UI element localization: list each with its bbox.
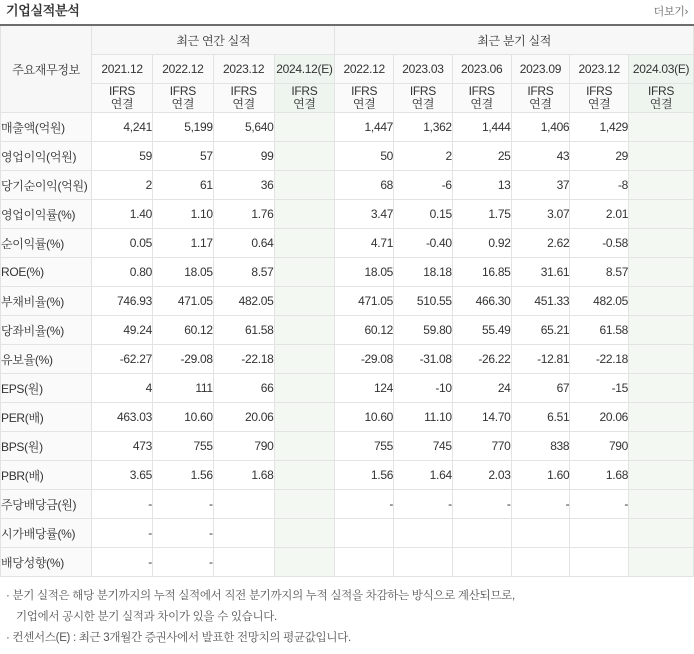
cell-annual-0: 59: [92, 142, 153, 171]
cell-quarter-1: -10: [394, 374, 453, 403]
cell-quarter-0: [335, 548, 394, 577]
cell-quarter-3: 1.60: [511, 461, 570, 490]
cell-quarter-4: -22.18: [570, 345, 629, 374]
cell-quarter-3: 2.62: [511, 229, 570, 258]
table-row: [1, 403, 694, 432]
row-label: PER(배): [1, 403, 92, 432]
cell-quarter-0: 18.05: [335, 258, 394, 287]
cell-quarter-3: 65.21: [511, 316, 570, 345]
cell-quarter-4: -8: [570, 171, 629, 200]
table-row: [1, 113, 694, 142]
cell-annual-0: -: [92, 519, 153, 548]
cell-quarter-2: 466.30: [452, 287, 511, 316]
cell-annual-1: -: [152, 490, 213, 519]
cell-annual-2: [213, 548, 274, 577]
cell-annual-0: 3.65: [92, 461, 153, 490]
ifrs-label-2: 연결: [470, 97, 493, 111]
table-row: [1, 200, 694, 229]
cell-quarter-1: 2: [394, 142, 453, 171]
table-row: [1, 548, 694, 577]
ifrs-label-2: 연결: [529, 97, 552, 111]
table-row: [1, 461, 694, 490]
cell-annual-1: -: [152, 548, 213, 577]
ifrs-quarter-2: [452, 84, 511, 113]
cell-quarter-4: 8.57: [570, 258, 629, 287]
period-quarter-4: 2023.12: [570, 55, 629, 84]
table-row: [1, 345, 694, 374]
ifrs-label-2: 연결: [587, 97, 611, 111]
cell-quarter-2: [452, 548, 511, 577]
ifrs-quarter-5: [629, 84, 694, 113]
cell-quarter-5: [629, 229, 694, 258]
ifrs-label-1: IFRS: [169, 84, 196, 98]
cell-annual-2: 8.57: [213, 258, 274, 287]
row-label: 영업이익률(%): [1, 200, 92, 229]
cell-quarter-5: [629, 519, 694, 548]
cell-annual-3: [274, 316, 335, 345]
cell-annual-2: 36: [213, 171, 274, 200]
cell-quarter-4: 1,429: [570, 113, 629, 142]
footnote-line-3: · 컨센서스(E) : 최근 3개월간 증권사에서 발표한 전망치의 평균값입니다.: [6, 632, 351, 644]
cell-annual-3: [274, 403, 335, 432]
corner-label: 주요재무정보: [1, 26, 92, 113]
table-row: [1, 519, 694, 548]
footnote-line-1: · 분기 실적은 해당 분기까지의 누적 실적에서 직전 분기까지의 누적 실적을 차감하는 방식으로 계산되므로,: [6, 590, 515, 602]
period-quarter-3: 2023.09: [511, 55, 570, 84]
cell-annual-0: 1.40: [92, 200, 153, 229]
cell-annual-2: 1.68: [213, 461, 274, 490]
cell-quarter-1: 18.18: [394, 258, 453, 287]
cell-annual-0: -: [92, 548, 153, 577]
cell-quarter-3: 451.33: [511, 287, 570, 316]
cell-quarter-1: -6: [394, 171, 453, 200]
cell-quarter-3: 67: [511, 374, 570, 403]
cell-quarter-3: 3.07: [511, 200, 570, 229]
more-link[interactable]: 더보기›: [653, 6, 688, 18]
cell-quarter-0: 10.60: [335, 403, 394, 432]
ifrs-label-1: IFRS: [647, 84, 675, 98]
footnotes: [0, 577, 694, 654]
cell-quarter-5: [629, 287, 694, 316]
cell-quarter-2: 2.03: [452, 461, 511, 490]
cell-quarter-0: 60.12: [335, 316, 394, 345]
cell-quarter-2: 1,444: [452, 113, 511, 142]
footnote-line-2: 기업에서 공시한 분기 실적과 차이가 있을 수 있습니다.: [16, 611, 277, 623]
table-row: [1, 258, 694, 287]
row-label: 영업이익(억원): [1, 142, 92, 171]
cell-annual-1: 18.05: [152, 258, 213, 287]
cell-quarter-3: -12.81: [511, 345, 570, 374]
row-label: 순이익률(%): [1, 229, 92, 258]
cell-quarter-0: -29.08: [335, 345, 394, 374]
cell-annual-3: [274, 200, 335, 229]
ifrs-label-2: 연결: [293, 97, 316, 111]
ifrs-header-row: [1, 84, 694, 113]
cell-annual-2: [213, 490, 274, 519]
cell-quarter-2: 55.49: [452, 316, 511, 345]
table-row: [1, 316, 694, 345]
row-label: 주당배당금(원): [1, 490, 92, 519]
cell-quarter-0: 3.47: [335, 200, 394, 229]
cell-annual-1: 111: [152, 374, 213, 403]
row-label: 유보율(%): [1, 345, 92, 374]
cell-quarter-1: [394, 548, 453, 577]
cell-quarter-2: 1.75: [452, 200, 511, 229]
cell-annual-2: 5,640: [213, 113, 274, 142]
cell-annual-1: 61: [152, 171, 213, 200]
cell-quarter-1: 745: [394, 432, 453, 461]
cell-quarter-4: [570, 519, 629, 548]
ifrs-label-1: IFRS: [351, 84, 378, 98]
cell-quarter-4: 1.68: [570, 461, 629, 490]
cell-annual-3: [274, 113, 335, 142]
cell-annual-0: 4: [92, 374, 153, 403]
cell-annual-3: [274, 519, 335, 548]
row-label: 시가배당률(%): [1, 519, 92, 548]
cell-annual-3: [274, 229, 335, 258]
cell-quarter-0: 755: [335, 432, 394, 461]
cell-quarter-3: [511, 548, 570, 577]
cell-quarter-2: -: [452, 490, 511, 519]
cell-quarter-2: 13: [452, 171, 511, 200]
table-header: [1, 26, 694, 113]
cell-annual-0: -: [92, 490, 153, 519]
cell-quarter-5: [629, 200, 694, 229]
cell-quarter-2: 25: [452, 142, 511, 171]
period-quarter-0: 2022.12: [335, 55, 394, 84]
cell-annual-1: 1.10: [152, 200, 213, 229]
cell-annual-3: [274, 142, 335, 171]
cell-quarter-2: [452, 519, 511, 548]
row-label: PBR(배): [1, 461, 92, 490]
cell-annual-0: -62.27: [92, 345, 153, 374]
cell-annual-2: 99: [213, 142, 274, 171]
cell-quarter-1: -0.40: [394, 229, 453, 258]
ifrs-label-1: IFRS: [291, 84, 318, 98]
cell-annual-2: 1.76: [213, 200, 274, 229]
cell-quarter-1: 59.80: [394, 316, 453, 345]
period-annual-2: 2023.12: [213, 55, 274, 84]
cell-quarter-3: 37: [511, 171, 570, 200]
cell-annual-1: 755: [152, 432, 213, 461]
table-row: [1, 432, 694, 461]
cell-annual-2: 61.58: [213, 316, 274, 345]
cell-annual-3: [274, 258, 335, 287]
cell-quarter-3: 31.61: [511, 258, 570, 287]
cell-quarter-1: -: [394, 490, 453, 519]
table-row: [1, 171, 694, 200]
table-row: [1, 229, 694, 258]
period-quarter-1: 2023.03: [394, 55, 453, 84]
cell-annual-2: 66: [213, 374, 274, 403]
cell-quarter-5: [629, 548, 694, 577]
cell-quarter-5: [629, 403, 694, 432]
cell-quarter-1: 0.15: [394, 200, 453, 229]
period-annual-3: 2024.12(E): [274, 55, 335, 84]
cell-quarter-3: 6.51: [511, 403, 570, 432]
cell-annual-3: [274, 171, 335, 200]
cell-annual-2: 20.06: [213, 403, 274, 432]
cell-quarter-3: -: [511, 490, 570, 519]
cell-quarter-0: -: [335, 490, 394, 519]
cell-quarter-4: 790: [570, 432, 629, 461]
page-title: 기업실적분석: [6, 3, 80, 18]
cell-quarter-5: [629, 142, 694, 171]
ifrs-annual-1: [152, 84, 213, 113]
cell-quarter-3: 1,406: [511, 113, 570, 142]
cell-annual-1: 1.56: [152, 461, 213, 490]
period-header-row: [1, 55, 694, 84]
cell-annual-0: 746.93: [92, 287, 153, 316]
cell-quarter-0: 124: [335, 374, 394, 403]
group-header-quarter: 최근 분기 실적: [335, 26, 694, 55]
cell-quarter-1: 1.64: [394, 461, 453, 490]
cell-quarter-0: 68: [335, 171, 394, 200]
row-label: EPS(원): [1, 374, 92, 403]
ifrs-label-2: 연결: [352, 97, 376, 111]
cell-annual-3: [274, 461, 335, 490]
cell-annual-3: [274, 432, 335, 461]
cell-annual-1: 60.12: [152, 316, 213, 345]
cell-quarter-4: -0.58: [570, 229, 629, 258]
cell-annual-3: [274, 374, 335, 403]
cell-quarter-4: 20.06: [570, 403, 629, 432]
cell-quarter-4: 61.58: [570, 316, 629, 345]
row-label: 당기순이익(억원): [1, 171, 92, 200]
panel-header: [0, 0, 694, 26]
cell-annual-1: 10.60: [152, 403, 213, 432]
cell-annual-2: 482.05: [213, 287, 274, 316]
cell-annual-2: -22.18: [213, 345, 274, 374]
ifrs-label-2: 연결: [110, 97, 134, 111]
cell-quarter-0: 1,447: [335, 113, 394, 142]
period-quarter-5: 2024.03(E): [629, 55, 694, 84]
ifrs-quarter-3: [511, 84, 570, 113]
cell-quarter-4: 482.05: [570, 287, 629, 316]
cell-annual-0: 0.05: [92, 229, 153, 258]
ifrs-label-2: 연결: [649, 97, 673, 111]
cell-quarter-4: 29: [570, 142, 629, 171]
ifrs-annual-0: [92, 84, 153, 113]
cell-annual-0: 473: [92, 432, 153, 461]
cell-quarter-4: [570, 548, 629, 577]
table-row: [1, 374, 694, 403]
cell-annual-1: 471.05: [152, 287, 213, 316]
ifrs-label-2: 연결: [232, 97, 255, 111]
period-annual-0: 2021.12: [92, 55, 153, 84]
ifrs-label-2: 연결: [171, 97, 195, 111]
table-row: [1, 142, 694, 171]
cell-annual-1: 5,199: [152, 113, 213, 142]
cell-quarter-5: [629, 258, 694, 287]
cell-quarter-5: [629, 374, 694, 403]
ifrs-label-1: IFRS: [409, 84, 436, 98]
ifrs-label-1: IFRS: [230, 84, 257, 98]
table-row: [1, 287, 694, 316]
cell-quarter-2: -26.22: [452, 345, 511, 374]
cell-annual-1: -: [152, 519, 213, 548]
cell-annual-1: -29.08: [152, 345, 213, 374]
ifrs-quarter-1: [394, 84, 453, 113]
row-label: BPS(원): [1, 432, 92, 461]
cell-annual-3: [274, 287, 335, 316]
cell-quarter-2: 770: [452, 432, 511, 461]
cell-quarter-3: [511, 519, 570, 548]
cell-annual-3: [274, 490, 335, 519]
cell-quarter-1: 1,362: [394, 113, 453, 142]
cell-quarter-5: [629, 171, 694, 200]
ifrs-label-2: 연결: [411, 97, 435, 111]
ifrs-annual-3: [274, 84, 335, 113]
cell-annual-3: [274, 548, 335, 577]
cell-quarter-1: -31.08: [394, 345, 453, 374]
cell-annual-0: 463.03: [92, 403, 153, 432]
ifrs-label-1: IFRS: [527, 84, 554, 98]
row-label: 매출액(억원): [1, 113, 92, 142]
cell-annual-2: [213, 519, 274, 548]
ifrs-label-1: IFRS: [468, 84, 495, 98]
cell-annual-0: 49.24: [92, 316, 153, 345]
cell-quarter-5: [629, 461, 694, 490]
row-label: ROE(%): [1, 258, 92, 287]
cell-quarter-5: [629, 432, 694, 461]
cell-annual-0: 0.80: [92, 258, 153, 287]
cell-quarter-1: 11.10: [394, 403, 453, 432]
row-label: 당좌비율(%): [1, 316, 92, 345]
cell-quarter-0: 50: [335, 142, 394, 171]
cell-annual-0: 2: [92, 171, 153, 200]
cell-annual-0: 4,241: [92, 113, 153, 142]
cell-quarter-2: 14.70: [452, 403, 511, 432]
cell-quarter-1: [394, 519, 453, 548]
cell-quarter-4: -15: [570, 374, 629, 403]
period-quarter-2: 2023.06: [452, 55, 511, 84]
cell-quarter-5: [629, 113, 694, 142]
cell-quarter-2: 24: [452, 374, 511, 403]
cell-annual-3: [274, 345, 335, 374]
cell-annual-2: 0.64: [213, 229, 274, 258]
cell-quarter-3: 43: [511, 142, 570, 171]
ifrs-annual-2: [213, 84, 274, 113]
ifrs-quarter-4: [570, 84, 629, 113]
cell-quarter-4: 2.01: [570, 200, 629, 229]
cell-quarter-5: [629, 490, 694, 519]
financial-table: [0, 26, 694, 577]
table-body: [1, 113, 694, 577]
row-label: 부채비율(%): [1, 287, 92, 316]
cell-quarter-1: 510.55: [394, 287, 453, 316]
cell-quarter-2: 0.92: [452, 229, 511, 258]
cell-quarter-2: 16.85: [452, 258, 511, 287]
table-row: [1, 490, 694, 519]
cell-quarter-0: 4.71: [335, 229, 394, 258]
cell-quarter-0: 1.56: [335, 461, 394, 490]
group-header-annual: 최근 연간 실적: [92, 26, 335, 55]
cell-quarter-0: 471.05: [335, 287, 394, 316]
period-annual-1: 2022.12: [152, 55, 213, 84]
ifrs-quarter-0: [335, 84, 394, 113]
cell-quarter-0: [335, 519, 394, 548]
cell-annual-1: 57: [152, 142, 213, 171]
cell-quarter-4: -: [570, 490, 629, 519]
cell-quarter-5: [629, 345, 694, 374]
cell-annual-2: 790: [213, 432, 274, 461]
row-label: 배당성향(%): [1, 548, 92, 577]
cell-quarter-5: [629, 316, 694, 345]
ifrs-label-1: IFRS: [586, 84, 613, 98]
ifrs-label-1: IFRS: [108, 84, 136, 98]
cell-annual-1: 1.17: [152, 229, 213, 258]
cell-quarter-3: 838: [511, 432, 570, 461]
